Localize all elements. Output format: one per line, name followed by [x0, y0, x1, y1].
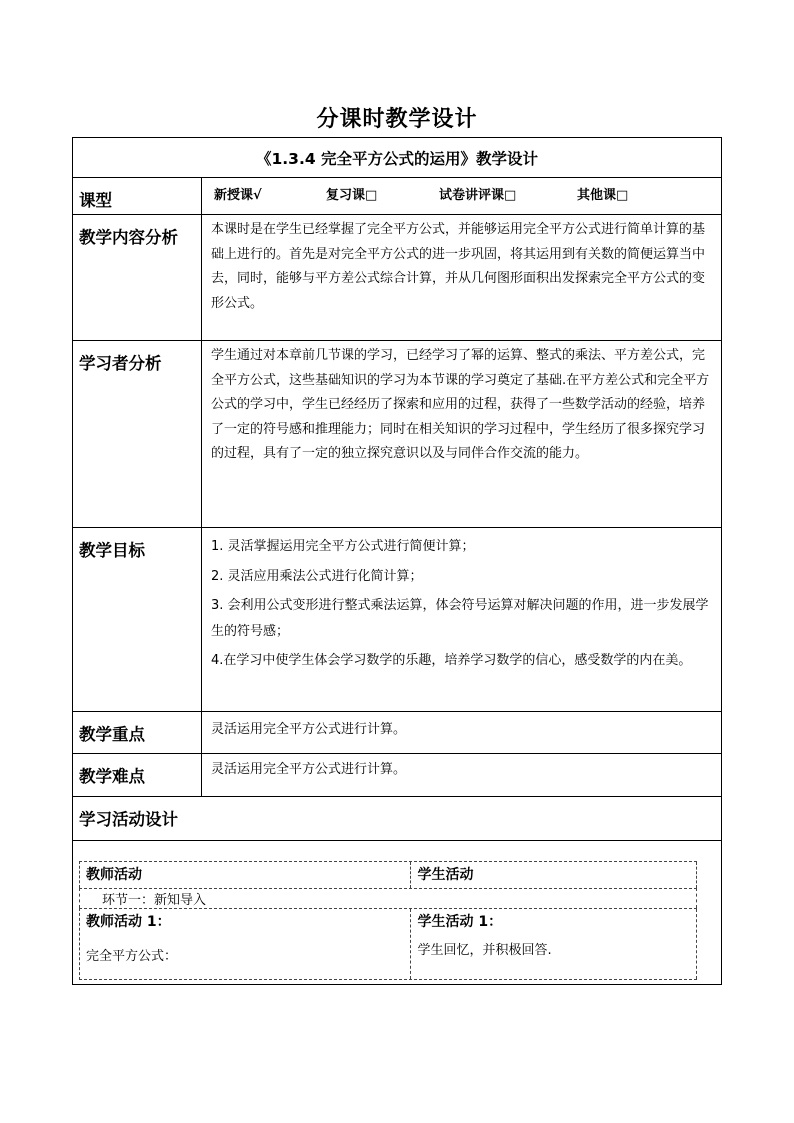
- activity-design-cell: [73, 841, 722, 984]
- learner-analysis-text: 学生通过对本章前几节课的学习，已经学习了幂的运算、整式的乘法、平方差公式，完全平方公式，这些基础知识的学习为本节课的学习奠定了基础.在平方差公式和完全平方公式的学习中，学生已经经历了探索和应用的过程，获得了一些数学活动的经验，培养了一定的符号感和推理能力；同时在相关知识的学习过程中，学生经历了很多探究学习的过程，具有了一定的独立探究意识以及与同伴合作交流的能力。: [202, 341, 722, 527]
- content-analysis-row: [73, 215, 722, 341]
- objectives-row: [73, 528, 722, 712]
- plan-title-row: [73, 138, 722, 178]
- page-title: 分课时教学设计: [316, 107, 478, 132]
- student-activity-1-title: 学生活动 1：: [417, 914, 503, 930]
- teacher-activity-1-title: 教师活动 1：: [86, 914, 171, 930]
- key-points-row: [73, 712, 722, 754]
- learner-analysis-row: [73, 341, 722, 528]
- difficulties-label: 教学难点: [73, 754, 202, 796]
- lesson-type-row: [73, 178, 722, 215]
- activity-1-row: [79, 908, 697, 980]
- objective-item: 4.在学习中使学生体会学习数学的乐趣，培养学习数学的信心，感受数学的内在美。: [211, 653, 692, 668]
- lesson-type-review: 复习课□: [326, 188, 378, 203]
- lesson-type-other: 其他课□: [577, 188, 629, 203]
- lesson-type-label: 课型: [73, 178, 202, 214]
- learner-analysis-label: 学习者分析: [73, 341, 202, 527]
- activity-design-title-row: [73, 797, 722, 841]
- student-activity-1-text: 学生回忆，并积极回答.: [417, 943, 552, 958]
- objective-item: 1. 灵活掌握运用完全平方公式进行简便计算；: [211, 539, 475, 554]
- content-analysis-label: 教学内容分析: [73, 215, 202, 340]
- activity-header-row: [79, 861, 697, 888]
- difficulties-text: 灵活运用完全平方公式进行计算。: [202, 754, 722, 796]
- activity-table: [79, 861, 697, 980]
- plan-title: 《1.3.4 完全平方公式的运用》教学设计: [255, 149, 539, 168]
- lesson-type-options: [202, 178, 722, 214]
- key-points-text: 灵活运用完全平方公式进行计算。: [202, 712, 722, 753]
- objective-item: 3. 会利用公式变形进行整式乘法运算，体会符号运算对解决问题的作用，进一步发展学生的符号感；: [211, 598, 709, 639]
- objective-item: 2. 灵活应用乘法公式进行化简计算；: [211, 568, 423, 584]
- student-activity-header: 学生活动: [411, 862, 697, 888]
- lesson-type-exam-review: 试卷讲评课□: [439, 188, 517, 203]
- student-activity-1: [411, 909, 697, 979]
- teacher-activity-1-text: 完全平方公式：: [86, 949, 178, 964]
- objectives-label: 教学目标: [73, 528, 202, 711]
- lesson-plan-table: [72, 137, 722, 985]
- teacher-activity-1: [80, 909, 411, 979]
- lesson-type-new: 新授课√: [214, 188, 262, 203]
- content-analysis-text: 本课时是在学生已经掌握了完全平方公式，并能够运用完全平方公式进行简单计算的基础上进行的。首先是对完全平方公式的进一步巩固，将其运用到有关数的简便运算当中去，同时，能够与平方差公式综合计算，并从几何图形面积出发探索完全平方公式的变形公式。: [202, 215, 722, 340]
- activity-design-label: 学习活动设计: [73, 797, 722, 840]
- key-points-label: 教学重点: [73, 712, 202, 753]
- teacher-activity-header: 教师活动: [80, 862, 411, 888]
- objectives-list: [202, 528, 722, 711]
- activity-design-row: [73, 841, 722, 985]
- step-label: 环节一：新知导入: [79, 888, 697, 908]
- difficulties-row: [73, 754, 722, 797]
